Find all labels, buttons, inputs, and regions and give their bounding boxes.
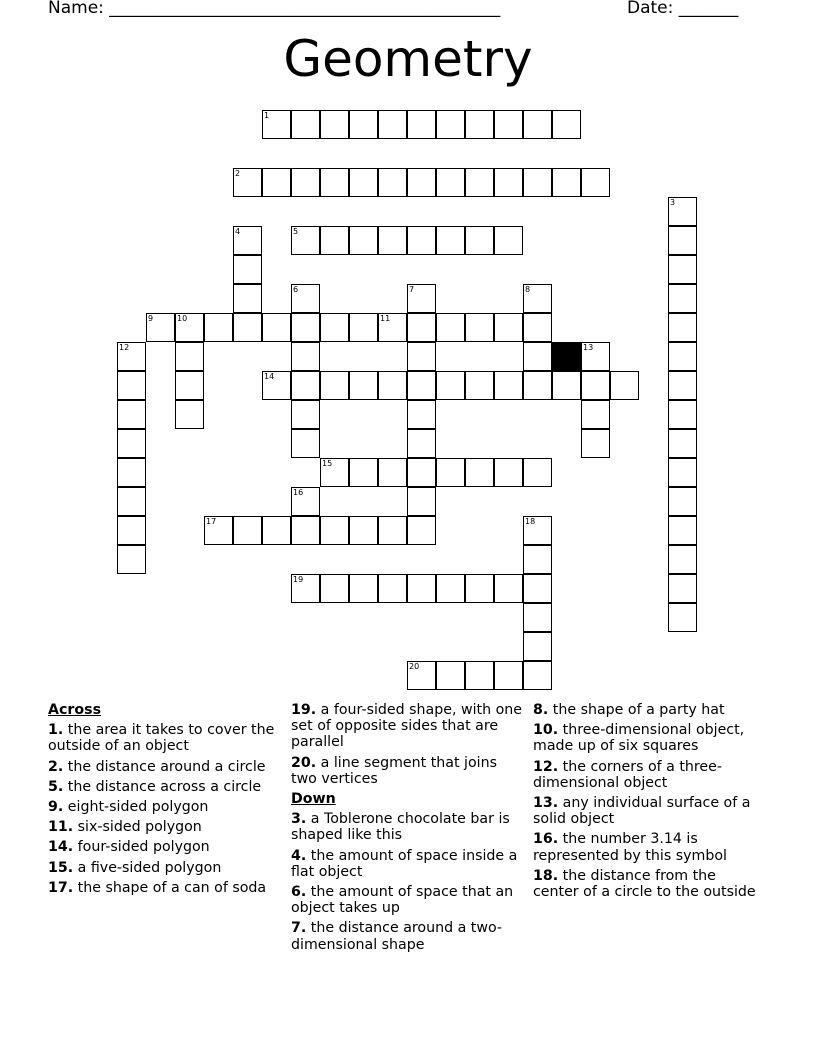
grid-cell[interactable] bbox=[320, 168, 349, 197]
grid-cell[interactable] bbox=[436, 458, 465, 487]
grid-cell[interactable] bbox=[146, 313, 175, 342]
clue-number-label: 20 bbox=[409, 662, 420, 671]
grid-cell[interactable] bbox=[581, 342, 610, 371]
clue-number: 12. bbox=[533, 758, 559, 775]
clue-number: 20. bbox=[291, 754, 317, 771]
down-clue bbox=[533, 868, 765, 900]
grid-cell[interactable] bbox=[204, 516, 233, 545]
grid-cell[interactable] bbox=[233, 313, 262, 342]
grid-cell[interactable] bbox=[523, 371, 552, 400]
grid-cell[interactable] bbox=[320, 574, 349, 603]
down-clue bbox=[291, 848, 523, 880]
across-clue bbox=[48, 860, 280, 876]
grid-cell[interactable] bbox=[407, 400, 436, 429]
clue-text: the shape of a party hat bbox=[552, 702, 725, 718]
clue-text: the shape of a can of soda bbox=[77, 879, 267, 896]
grid-cell[interactable] bbox=[233, 255, 262, 284]
grid-cell[interactable] bbox=[465, 110, 494, 139]
clue-number: 10. bbox=[533, 722, 559, 739]
clue-number-label: 13 bbox=[583, 343, 594, 352]
grid-cell[interactable] bbox=[436, 661, 465, 690]
down-heading: Down bbox=[291, 791, 336, 808]
clue-number-label: 11 bbox=[380, 314, 391, 323]
clue-number-label: 2 bbox=[235, 169, 241, 178]
grid-cell[interactable] bbox=[494, 574, 523, 603]
grid-cell[interactable] bbox=[407, 342, 436, 371]
clue-column-3 bbox=[533, 702, 765, 904]
clue-number: 6. bbox=[291, 884, 307, 901]
grid-cell[interactable] bbox=[320, 516, 349, 545]
grid-cell[interactable] bbox=[436, 110, 465, 139]
grid-cell[interactable] bbox=[581, 400, 610, 429]
across-clue bbox=[291, 755, 523, 787]
grid-cell[interactable] bbox=[523, 574, 552, 603]
clue-number: 3. bbox=[291, 811, 307, 828]
clue-number-label: 9 bbox=[148, 314, 154, 323]
grid-cell[interactable] bbox=[378, 168, 407, 197]
clue-text: three-dimensional object, made up of six squares bbox=[533, 722, 745, 755]
clue-number-label: 10 bbox=[177, 314, 188, 323]
grid-cell[interactable] bbox=[349, 110, 378, 139]
grid-cell[interactable] bbox=[233, 168, 262, 197]
grid-cell[interactable] bbox=[668, 487, 697, 516]
grid-cell[interactable] bbox=[668, 545, 697, 574]
grid-cell[interactable] bbox=[407, 516, 436, 545]
grid-cell[interactable] bbox=[523, 110, 552, 139]
clue-number: 18. bbox=[533, 867, 559, 884]
clue-number: 7. bbox=[291, 920, 307, 937]
clue-number-label: 15 bbox=[322, 459, 333, 468]
grid-cell[interactable] bbox=[407, 371, 436, 400]
grid-cell[interactable] bbox=[378, 226, 407, 255]
grid-cell[interactable] bbox=[291, 342, 320, 371]
grid-cell[interactable] bbox=[262, 313, 291, 342]
clue-number-label: 19 bbox=[293, 575, 304, 584]
clue-text: the number 3.14 is represented by this symbol bbox=[533, 831, 727, 864]
clue-text: eight-sided polygon bbox=[67, 799, 209, 816]
grid-cell[interactable] bbox=[291, 110, 320, 139]
clue-number: 16. bbox=[533, 831, 559, 848]
down-clue bbox=[533, 702, 765, 718]
grid-cell[interactable] bbox=[117, 545, 146, 574]
clue-number: 9. bbox=[48, 799, 64, 816]
grid-cell[interactable] bbox=[523, 545, 552, 574]
clue-number: 19. bbox=[291, 702, 317, 718]
grid-cell[interactable] bbox=[378, 458, 407, 487]
grid-cell[interactable] bbox=[668, 342, 697, 371]
grid-cell[interactable] bbox=[465, 371, 494, 400]
down-clue bbox=[533, 722, 765, 754]
grid-cell[interactable] bbox=[378, 371, 407, 400]
grid-cell[interactable] bbox=[523, 458, 552, 487]
grid-cell[interactable] bbox=[523, 516, 552, 545]
clue-number: 11. bbox=[48, 819, 74, 836]
grid-cell[interactable] bbox=[291, 429, 320, 458]
grid-cell[interactable] bbox=[523, 342, 552, 371]
across-clue bbox=[48, 839, 280, 855]
grid-cell[interactable] bbox=[494, 168, 523, 197]
clue-text: the amount of space inside a flat object bbox=[291, 847, 518, 880]
grid-cell[interactable] bbox=[436, 226, 465, 255]
grid-cell[interactable] bbox=[465, 313, 494, 342]
across-clue bbox=[48, 779, 280, 795]
grid-cell[interactable] bbox=[407, 226, 436, 255]
grid-cell[interactable] bbox=[117, 342, 146, 371]
clue-text: the distance around a circle bbox=[67, 758, 266, 775]
grid-cell[interactable] bbox=[291, 516, 320, 545]
clue-text: any individual surface of a solid object bbox=[533, 795, 751, 828]
grid-cell[interactable] bbox=[291, 400, 320, 429]
grid-cell[interactable] bbox=[320, 313, 349, 342]
clue-number-label: 8 bbox=[525, 285, 531, 294]
grid-cell[interactable] bbox=[494, 110, 523, 139]
clue-number-label: 17 bbox=[206, 517, 217, 526]
clue-column-2 bbox=[291, 702, 523, 957]
clue-number-label: 5 bbox=[293, 227, 299, 236]
grid-cell[interactable] bbox=[465, 458, 494, 487]
grid-cell[interactable] bbox=[581, 168, 610, 197]
clue-number: 2. bbox=[48, 758, 64, 775]
grid-cell[interactable] bbox=[523, 168, 552, 197]
name-field-line: Name: ______________________________________________ bbox=[48, 0, 501, 18]
clue-number-label: 4 bbox=[235, 227, 241, 236]
grid-cell[interactable] bbox=[523, 284, 552, 313]
grid-cell[interactable] bbox=[233, 284, 262, 313]
grid-cell[interactable] bbox=[668, 371, 697, 400]
across-clue bbox=[48, 722, 280, 754]
grid-cell[interactable] bbox=[349, 226, 378, 255]
clue-text: a line segment that joins two vertices bbox=[291, 754, 497, 787]
grid-cell[interactable] bbox=[291, 226, 320, 255]
grid-cell[interactable] bbox=[233, 516, 262, 545]
grid-cell[interactable] bbox=[175, 313, 204, 342]
grid-cell[interactable] bbox=[523, 661, 552, 690]
grid-cell[interactable] bbox=[262, 371, 291, 400]
across-clue bbox=[291, 702, 523, 751]
grid-cell[interactable] bbox=[668, 226, 697, 255]
grid-cell[interactable] bbox=[320, 226, 349, 255]
grid-cell[interactable] bbox=[291, 487, 320, 516]
grid-cell[interactable] bbox=[407, 313, 436, 342]
clue-number-label: 12 bbox=[119, 343, 130, 352]
grid-cell[interactable] bbox=[581, 371, 610, 400]
grid-cell[interactable] bbox=[291, 574, 320, 603]
clue-text: the corners of a three-dimensional object bbox=[533, 758, 723, 791]
clue-number: 5. bbox=[48, 778, 64, 795]
grid-cell[interactable] bbox=[291, 371, 320, 400]
clue-text: four-sided polygon bbox=[77, 839, 210, 856]
grid-cell[interactable] bbox=[668, 429, 697, 458]
blocked-cell bbox=[552, 342, 581, 371]
grid-cell[interactable] bbox=[117, 516, 146, 545]
grid-cell[interactable] bbox=[407, 487, 436, 516]
grid-cell[interactable] bbox=[436, 574, 465, 603]
grid-cell[interactable] bbox=[465, 574, 494, 603]
grid-cell[interactable] bbox=[349, 371, 378, 400]
grid-cell[interactable] bbox=[291, 313, 320, 342]
clue-column-1 bbox=[48, 702, 280, 900]
grid-cell[interactable] bbox=[291, 284, 320, 313]
down-clue bbox=[291, 920, 523, 952]
grid-cell[interactable] bbox=[378, 574, 407, 603]
grid-cell[interactable] bbox=[523, 632, 552, 661]
clue-number-label: 7 bbox=[409, 285, 415, 294]
grid-cell[interactable] bbox=[552, 110, 581, 139]
grid-cell[interactable] bbox=[407, 429, 436, 458]
down-clue bbox=[291, 884, 523, 916]
clue-text: a Toblerone chocolate bar is shaped like this bbox=[291, 811, 510, 844]
down-clue bbox=[533, 831, 765, 863]
grid-cell[interactable] bbox=[436, 313, 465, 342]
clue-number-label: 6 bbox=[293, 285, 299, 294]
clue-text: the distance across a circle bbox=[67, 778, 262, 795]
grid-cell[interactable] bbox=[175, 342, 204, 371]
across-clue bbox=[48, 799, 280, 815]
clue-number: 4. bbox=[291, 847, 307, 864]
grid-cell[interactable] bbox=[465, 661, 494, 690]
across-clue bbox=[48, 819, 280, 835]
across-heading: Across bbox=[48, 702, 102, 718]
clue-number: 14. bbox=[48, 839, 74, 856]
clue-number: 1. bbox=[48, 722, 64, 739]
grid-cell[interactable] bbox=[349, 516, 378, 545]
grid-cell[interactable] bbox=[668, 255, 697, 284]
grid-cell[interactable] bbox=[262, 168, 291, 197]
clue-number-label: 3 bbox=[670, 198, 676, 207]
down-clue bbox=[291, 811, 523, 843]
clue-number: 8. bbox=[533, 702, 549, 718]
clue-number-label: 18 bbox=[525, 517, 536, 526]
clue-number-label: 14 bbox=[264, 372, 275, 381]
grid-cell[interactable] bbox=[407, 110, 436, 139]
grid-cell[interactable] bbox=[117, 371, 146, 400]
clue-number: 17. bbox=[48, 879, 74, 896]
grid-cell[interactable] bbox=[668, 284, 697, 313]
clue-number-label: 1 bbox=[264, 111, 270, 120]
grid-cell[interactable] bbox=[378, 516, 407, 545]
grid-cell[interactable] bbox=[494, 371, 523, 400]
clue-text: the distance from the center of a circle to the outside bbox=[533, 867, 756, 901]
puzzle-title: Geometry bbox=[283, 30, 533, 88]
grid-cell[interactable] bbox=[668, 197, 697, 226]
grid-cell[interactable] bbox=[117, 429, 146, 458]
grid-cell[interactable] bbox=[436, 371, 465, 400]
grid-cell[interactable] bbox=[233, 226, 262, 255]
grid-cell[interactable] bbox=[117, 400, 146, 429]
grid-cell[interactable] bbox=[378, 110, 407, 139]
grid-cell[interactable] bbox=[581, 429, 610, 458]
across-clue bbox=[48, 880, 280, 896]
grid-cell[interactable] bbox=[523, 313, 552, 342]
grid-cell[interactable] bbox=[494, 313, 523, 342]
down-clue bbox=[533, 759, 765, 791]
grid-cell[interactable] bbox=[175, 371, 204, 400]
grid-cell[interactable] bbox=[262, 516, 291, 545]
grid-cell[interactable] bbox=[349, 313, 378, 342]
grid-cell[interactable] bbox=[320, 458, 349, 487]
clue-text: the amount of space that an object takes up bbox=[291, 884, 514, 917]
clue-text: the area it takes to cover the outside of an object bbox=[48, 722, 275, 755]
grid-cell[interactable] bbox=[117, 487, 146, 516]
grid-cell[interactable] bbox=[494, 226, 523, 255]
grid-cell[interactable] bbox=[378, 313, 407, 342]
grid-cell[interactable] bbox=[117, 458, 146, 487]
grid-cell[interactable] bbox=[668, 516, 697, 545]
grid-cell[interactable] bbox=[349, 458, 378, 487]
date-field-line: Date: _______ bbox=[627, 0, 739, 18]
grid-cell[interactable] bbox=[668, 400, 697, 429]
grid-cell[interactable] bbox=[668, 458, 697, 487]
down-clue bbox=[533, 795, 765, 827]
grid-cell[interactable] bbox=[494, 458, 523, 487]
grid-cell[interactable] bbox=[436, 168, 465, 197]
grid-cell[interactable] bbox=[494, 661, 523, 690]
grid-cell[interactable] bbox=[407, 574, 436, 603]
clue-number: 13. bbox=[533, 795, 559, 812]
grid-cell[interactable] bbox=[407, 458, 436, 487]
grid-cell[interactable] bbox=[407, 168, 436, 197]
grid-cell[interactable] bbox=[552, 168, 581, 197]
grid-cell[interactable] bbox=[668, 313, 697, 342]
clue-text: a five-sided polygon bbox=[77, 859, 222, 876]
clue-text: the distance around a two-dimensional shape bbox=[291, 920, 503, 953]
grid-cell[interactable] bbox=[349, 168, 378, 197]
across-clue bbox=[48, 759, 280, 775]
grid-cell[interactable] bbox=[465, 168, 494, 197]
grid-cell[interactable] bbox=[349, 574, 378, 603]
grid-cell[interactable] bbox=[320, 110, 349, 139]
clue-number-label: 16 bbox=[293, 488, 304, 497]
clue-text: a four-sided shape, with one set of opposite sides that are parallel bbox=[291, 702, 522, 751]
grid-cell[interactable] bbox=[262, 110, 291, 139]
grid-cell[interactable] bbox=[320, 371, 349, 400]
grid-cell[interactable] bbox=[175, 400, 204, 429]
clue-number: 15. bbox=[48, 859, 74, 876]
grid-cell[interactable] bbox=[523, 603, 552, 632]
grid-cell[interactable] bbox=[668, 603, 697, 632]
grid-cell[interactable] bbox=[668, 574, 697, 603]
grid-cell[interactable] bbox=[465, 226, 494, 255]
grid-cell[interactable] bbox=[610, 371, 639, 400]
grid-cell[interactable] bbox=[552, 371, 581, 400]
grid-cell[interactable] bbox=[407, 284, 436, 313]
grid-cell[interactable] bbox=[407, 661, 436, 690]
grid-cell[interactable] bbox=[204, 313, 233, 342]
clue-text: six-sided polygon bbox=[77, 819, 202, 836]
grid-cell[interactable] bbox=[291, 168, 320, 197]
